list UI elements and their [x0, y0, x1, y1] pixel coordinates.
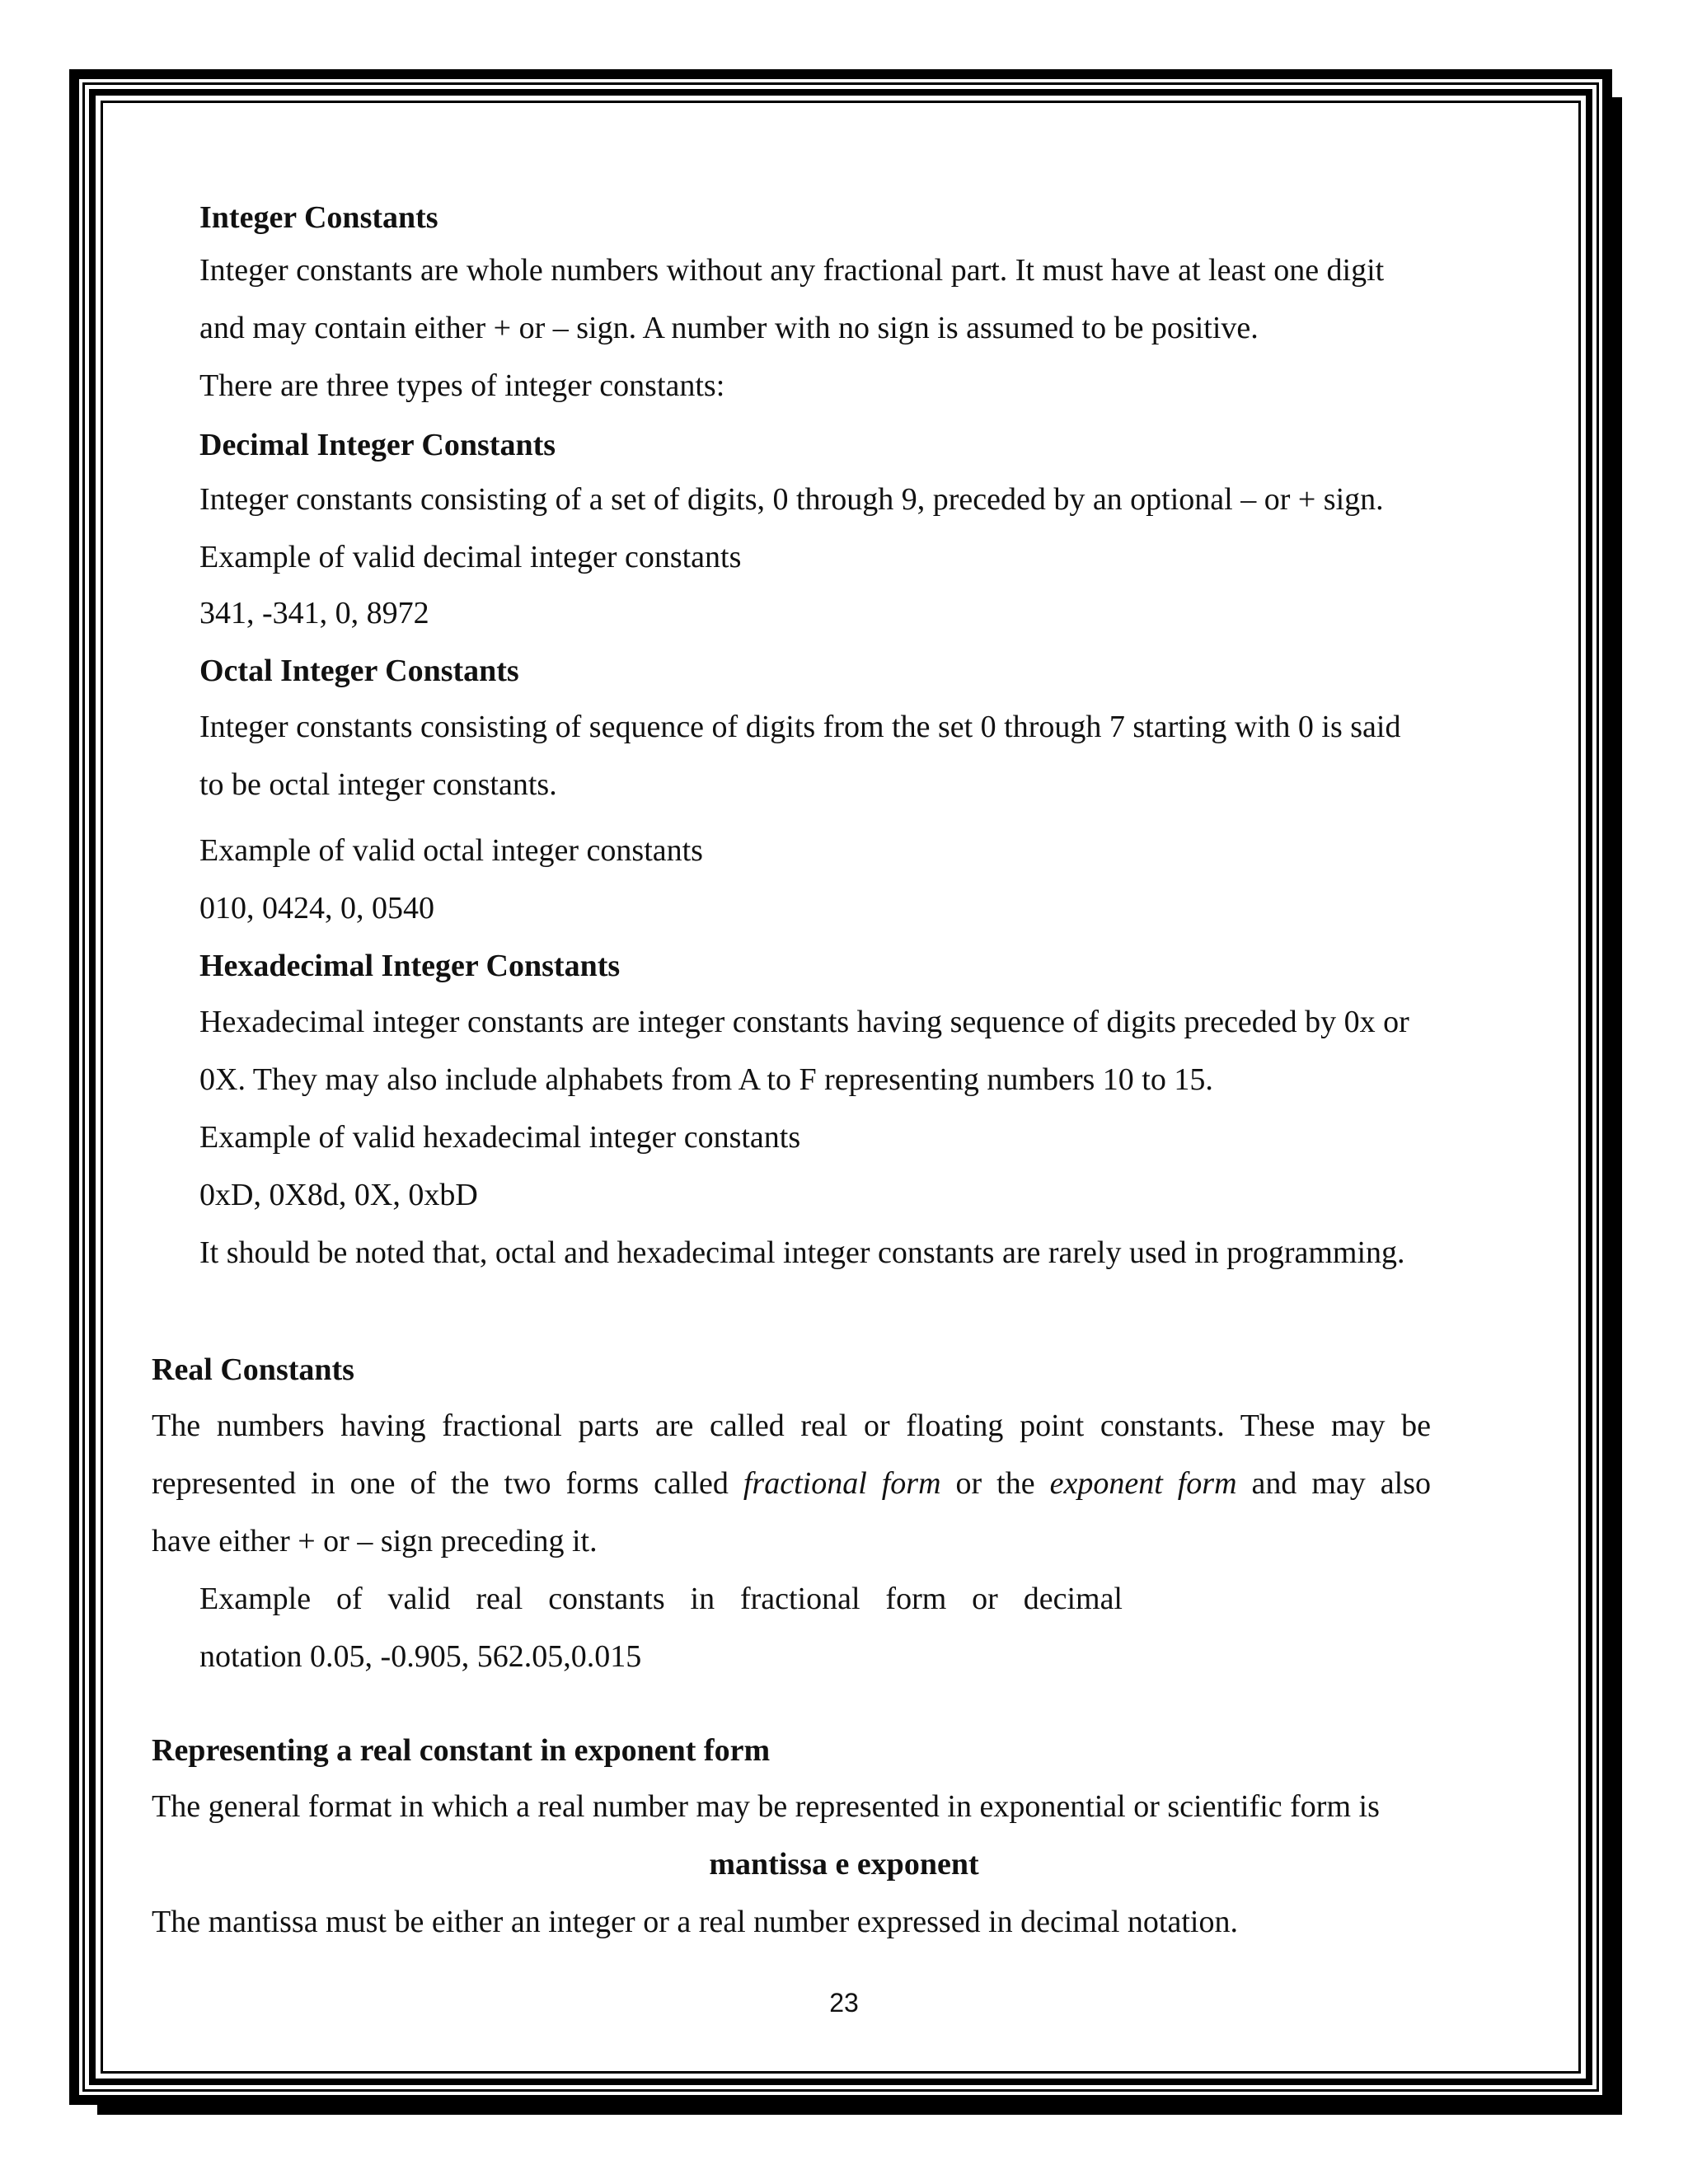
real-paragraph-line-2-end: and may also	[1236, 1466, 1431, 1501]
octal-example-label: Example of valid octal integer constants	[199, 833, 703, 868]
hex-example-label: Example of valid hexadecimal integer constants	[199, 1120, 801, 1155]
page-number: 23	[829, 1988, 859, 2018]
hex-examples: 0xD, 0X8d, 0X, 0xbD	[199, 1178, 478, 1212]
real-paragraph-line-1: The numbers having fractional parts are called real or floating point constants. These may be	[152, 1408, 1431, 1443]
real-example-line-1: Example of valid real constants in fractional form or decimal	[199, 1582, 1123, 1616]
integer-constants-paragraph-line-2: and may contain either + or – sign. A number with no sign is assumed to be positive.	[199, 311, 1259, 345]
real-paragraph-line-3: have either + or – sign preceding it.	[152, 1524, 598, 1558]
real-paragraph-line-2-start: represented in one of the two forms called	[152, 1466, 743, 1501]
decimal-examples: 341, -341, 0, 8972	[199, 596, 429, 630]
integer-constants-types-intro: There are three types of integer constants:	[199, 368, 725, 403]
integer-constants-paragraph-line-1: Integer constants are whole numbers without any fractional part. It must have at least one digit	[199, 253, 1385, 288]
exponent-paragraph: The general format in which a real number may be represented in exponential or scientific form is	[152, 1789, 1380, 1824]
octal-examples: 010, 0424, 0, 0540	[199, 891, 434, 926]
heading-exponent-form: Representing a real constant in exponent form	[152, 1733, 771, 1768]
real-paragraph-line-2	[152, 1465, 1431, 1502]
hex-paragraph-line-1: Hexadecimal integer constants are integer constants having sequence of digits preceded by 0x or	[199, 1005, 1409, 1039]
mantissa-paragraph: The mantissa must be either an integer or a real number expressed in decimal notation.	[152, 1905, 1238, 1939]
decimal-example-label: Example of valid decimal integer constants	[199, 540, 742, 574]
heading-hexadecimal-integer-constants: Hexadecimal Integer Constants	[199, 949, 621, 983]
hex-note: It should be noted that, octal and hexadecimal integer constants are rarely used in programming.	[199, 1235, 1405, 1270]
fractional-form-term: fractional form	[743, 1466, 941, 1501]
octal-paragraph-line-1: Integer constants consisting of sequence of digits from the set 0 through 7 starting with 0 is said	[199, 710, 1401, 744]
decimal-paragraph: Integer constants consisting of a set of digits, 0 through 9, preceded by an optional – or + sign.	[199, 482, 1384, 517]
heading-decimal-integer-constants: Decimal Integer Constants	[199, 428, 556, 462]
real-example-line-2: notation 0.05, -0.905, 562.05,0.015	[199, 1639, 642, 1674]
heading-octal-integer-constants: Octal Integer Constants	[199, 654, 519, 688]
heading-integer-constants: Integer Constants	[199, 200, 438, 235]
hex-paragraph-line-2: 0X. They may also include alphabets from A to F representing numbers 10 to 15.	[199, 1062, 1213, 1097]
octal-paragraph-line-2: to be octal integer constants.	[199, 767, 557, 802]
real-paragraph-line-2-middle: or the	[940, 1466, 1050, 1501]
exponent-formula: mantissa e exponent	[709, 1847, 979, 1882]
heading-real-constants: Real Constants	[152, 1352, 354, 1387]
exponent-form-term: exponent form	[1049, 1466, 1237, 1501]
